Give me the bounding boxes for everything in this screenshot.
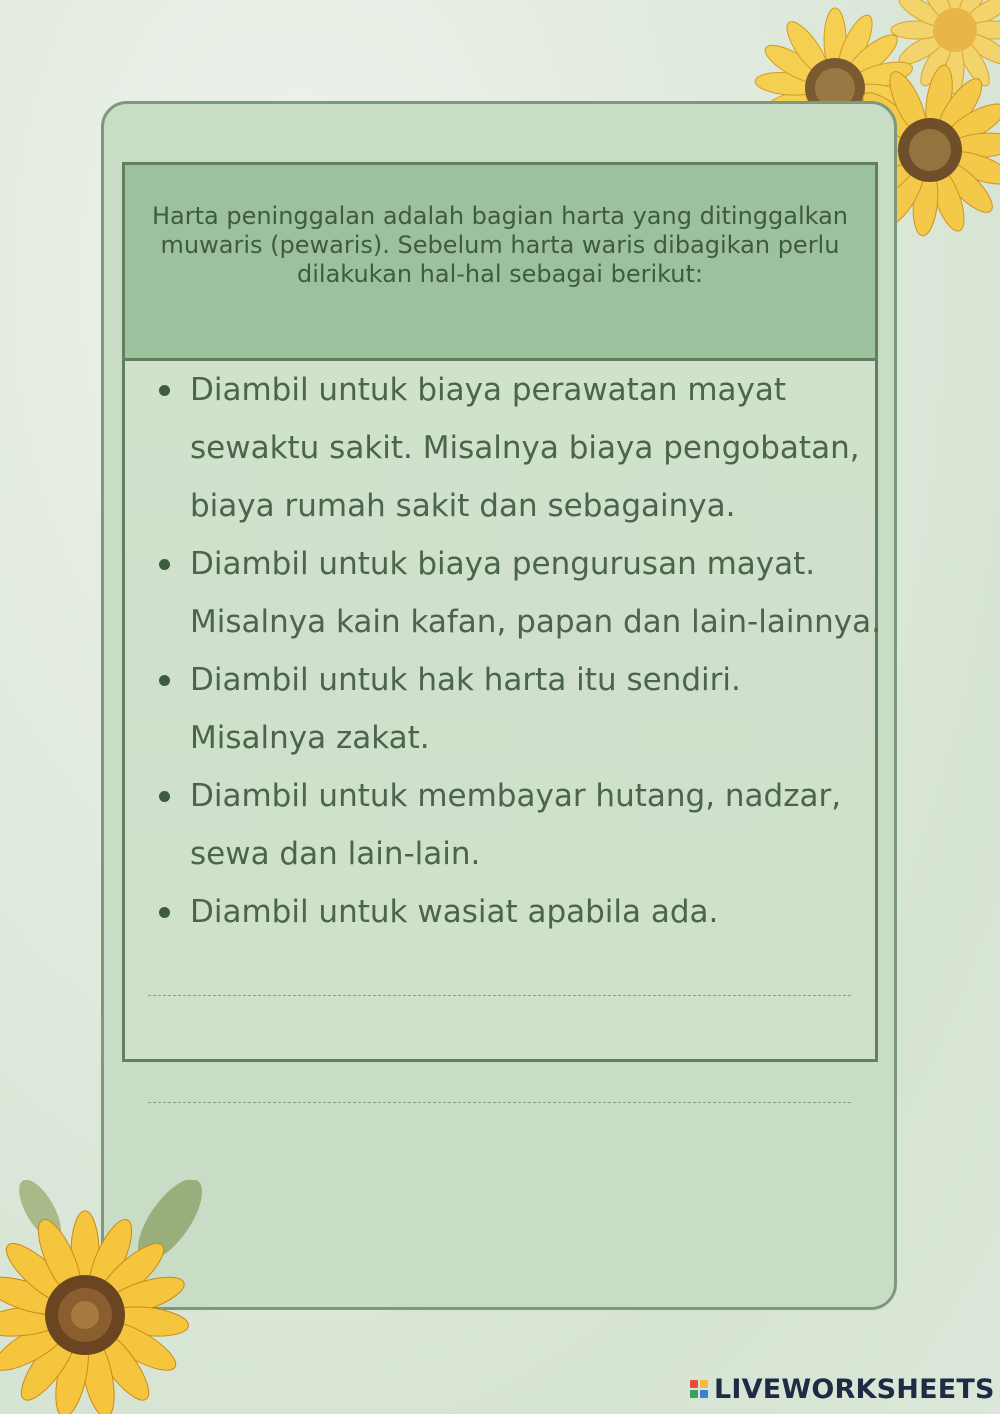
list-item-line: Misalnya kain kafan, papan dan lain-lainnya. [190, 604, 881, 640]
list-item-line: sewa dan lain-lain. [190, 836, 481, 872]
bullet-icon [159, 907, 170, 918]
list-item [145, 767, 875, 883]
bullet-icon [159, 791, 170, 802]
list-item-line: Diambil untuk wasiat apabila ada. [190, 894, 719, 930]
list-item [145, 651, 875, 767]
answer-line-2[interactable] [148, 1102, 851, 1103]
liveworksheets-logo [690, 1372, 995, 1406]
logo-text: LIVEWORKSHEETS [714, 1373, 995, 1405]
list-item-line: Diambil untuk membayar hutang, nadzar, [190, 778, 842, 814]
list-item-line: Diambil untuk hak harta itu sendiri. [190, 662, 741, 698]
list-item [145, 361, 875, 535]
intro-header [125, 165, 875, 361]
list-item [145, 535, 881, 651]
requirements-list [145, 361, 881, 941]
list-item-line: Diambil untuk biaya pengurusan mayat. [190, 546, 816, 582]
list-item-line: Diambil untuk biaya perawatan mayat [190, 372, 787, 408]
list-item-line: biaya rumah sakit dan sebagainya. [190, 488, 736, 524]
content-frame [122, 162, 881, 1062]
intro-text: Harta peninggalan adalah bagian harta yang ditinggalkan muwaris (pewaris). Sebelum harta waris dibagikan perlu dilakukan hal-hal sebagai berikut: [151, 202, 849, 288]
list-item [145, 883, 875, 941]
list-item-line: sewaktu sakit. Misalnya biaya pengobatan, [190, 430, 860, 466]
liveworksheets-logo-icon [690, 1380, 708, 1398]
answer-line-1[interactable] [148, 995, 851, 996]
sunflower-bottom-left-decoration [0, 1180, 230, 1414]
bullet-icon [159, 385, 170, 396]
bullet-icon [159, 559, 170, 570]
bullet-icon [159, 675, 170, 686]
list-item-line: Misalnya zakat. [190, 720, 430, 756]
